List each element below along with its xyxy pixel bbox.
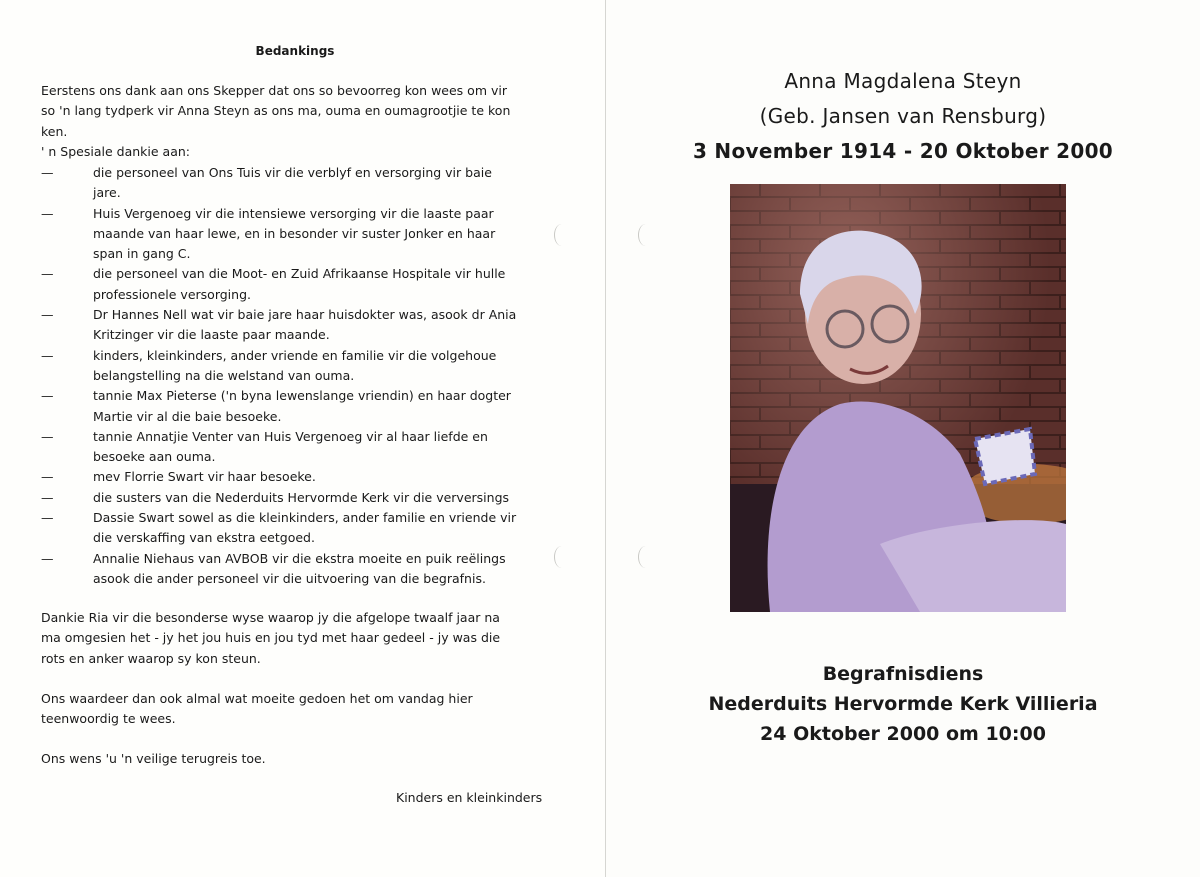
thanks-item-line: belangstelling na die welstand van ouma. [93, 367, 355, 383]
thanks-item [41, 163, 551, 204]
thanks-item-line: Dassie Swart sowel as die kleinkinders, ander familie en vriende vir [93, 510, 517, 526]
deceased-name-block [606, 64, 1200, 169]
dash-bullet: — [41, 469, 54, 485]
thanks-item [41, 427, 551, 468]
thanks-item [41, 204, 551, 265]
service-title: Begrafnisdiens [822, 663, 984, 685]
thanks-item [41, 508, 551, 549]
thanks-item-line: die personeel van Ons Tuis vir die verblyf en versorging vir baie [93, 165, 492, 180]
dash-bullet: — [41, 550, 54, 566]
portrait-photo [730, 184, 1066, 612]
dash-bullet: — [41, 347, 54, 363]
dash-bullet: — [41, 510, 54, 526]
service-venue: Nederduits Hervormde Kerk Villieria [708, 693, 1098, 715]
appreciation-line: teenwoordig te wees. [41, 711, 176, 727]
dash-bullet: — [41, 266, 54, 282]
ria-paragraph [41, 608, 541, 669]
thanks-item-line: kinders, kleinkinders, ander vriende en familie vir die volgehoue [93, 347, 497, 363]
service-block [606, 659, 1200, 749]
intro-paragraph [41, 81, 541, 162]
signature: Kinders en kleinkinders [396, 790, 543, 805]
acknowledgements-heading: Bedankings [255, 44, 335, 58]
intro-line: so 'n lang tydperk vir Anna Steyn as ons ma, ouma en oumagrootjie te kon [41, 103, 511, 119]
thanks-item-line: span in gang C. [93, 246, 191, 262]
thanks-item [41, 386, 551, 427]
thanks-item [41, 467, 551, 487]
thanks-item-line: die susters van die Nederduits Hervormde Kerk vir die verversings [93, 489, 510, 505]
thanks-item-line: mev Florrie Swart vir haar besoeke. [93, 469, 316, 485]
thanks-item-line: besoeke aan ouma. [93, 449, 216, 465]
dash-bullet: — [41, 165, 54, 180]
thanks-item-line: professionele versorging. [93, 286, 251, 302]
life-dates: 3 November 1914 - 20 Oktober 2000 [692, 139, 1114, 163]
intro-line: ken. [41, 123, 68, 139]
dash-bullet: — [41, 489, 54, 505]
thanks-item-line: die personeel van die Moot- en Zuid Afrikaanse Hospitale vir hulle [93, 266, 506, 282]
thanks-item [41, 305, 551, 346]
thanks-list [41, 163, 551, 589]
thanks-item-line: Huis Vergenoeg vir die intensiewe versorging vir die laaste paar [93, 205, 494, 221]
ria-line: ma omgesien het - jy het jou huis en jou tyd met haar gedeel - jy was die [41, 630, 501, 646]
thanks-item-line: maande van haar lewe, en in besonder vir suster Jonker en haar [93, 225, 496, 241]
thanks-item [41, 488, 551, 508]
punch-hole-mark [638, 546, 653, 568]
dash-bullet: — [41, 428, 54, 444]
thanks-item-line: tannie Max Pieterse ('n byna lewenslange vriendin) en haar dogter [93, 388, 511, 404]
thanks-item-line: Martie vir al die baie besoeke. [93, 408, 282, 424]
punch-hole-mark [554, 224, 569, 246]
thanks-item [41, 264, 551, 305]
dash-bullet: — [41, 307, 54, 323]
thanks-item-line: Dr Hannes Nell wat vir baie jare haar huisdokter was, asook dr Ania [93, 307, 517, 323]
portrait-illustration [730, 184, 1066, 612]
punch-hole-mark [554, 546, 569, 568]
ria-line: rots en anker waarop sy kon steun. [41, 650, 261, 666]
appreciation-line: Ons waardeer dan ook almal wat moeite gedoen het om vandag hier [41, 691, 473, 706]
appreciation-paragraph [41, 689, 541, 730]
thanks-item [41, 346, 551, 387]
thanks-item-line: tannie Annatjie Venter van Huis Vergenoeg vir al haar liefde en [93, 428, 488, 444]
wish-line: Ons wens 'u 'n veilige terugreis toe. [41, 751, 266, 766]
thanks-item-line: Kritzinger vir die laaste paar maande. [93, 327, 330, 343]
right-page [606, 0, 1200, 877]
ria-line: Dankie Ria vir die besonderse wyse waarop jy die afgelope twaalf jaar na [41, 610, 500, 625]
intro-line: Eerstens ons dank aan ons Skepper dat ons so bevoorreg kon wees om vir [41, 83, 507, 98]
punch-hole-mark [638, 224, 653, 246]
thanks-item [41, 549, 551, 590]
service-datetime: 24 Oktober 2000 om 10:00 [760, 723, 1046, 745]
dash-bullet: — [41, 205, 54, 221]
maiden-name: (Geb. Jansen van Rensburg) [759, 104, 1047, 128]
intro-line: ' n Spesiale dankie aan: [41, 143, 190, 159]
thanks-item-line: jare. [93, 185, 121, 201]
thanks-item-line: Annalie Niehaus van AVBOB vir die ekstra moeite en puik reëlings [93, 550, 506, 566]
thanks-item-line: die verskaffing van ekstra eetgoed. [93, 530, 315, 546]
deceased-name: Anna Magdalena Steyn [784, 69, 1022, 93]
thanks-item-line: asook die ander personeel vir die uitvoering van die begrafnis. [93, 570, 486, 586]
dash-bullet: — [41, 388, 54, 404]
